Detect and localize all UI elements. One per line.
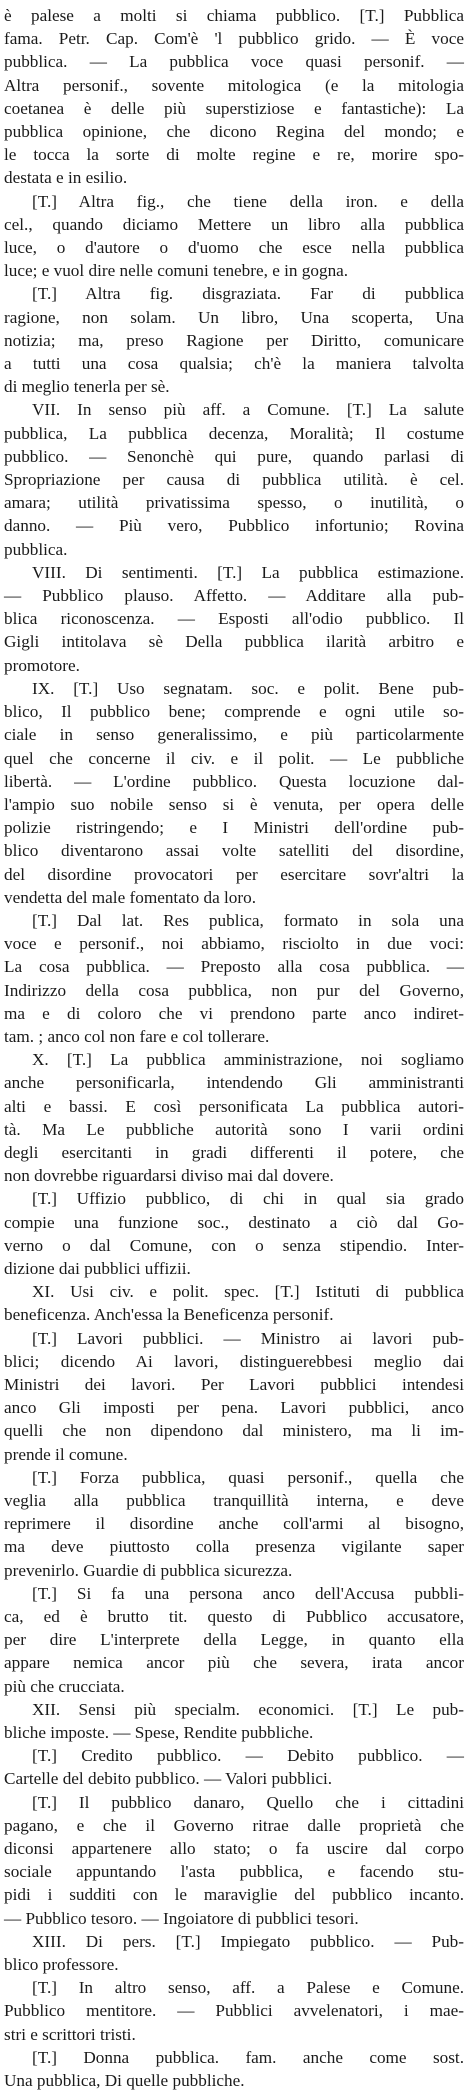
text-line: tà. Ma Le pubbliche autorità sono I varii ordini (4, 1119, 464, 1139)
text-line: [T.] Donna pubblica. fam. anche come sost. (32, 2047, 464, 2067)
text-line: dizione dai pubblici uffizii. (4, 1258, 191, 1278)
text-line: reprimere il disordine anche coll'armi al bisogno, (4, 1514, 464, 1534)
text-line: Cartelle del debito pubblico. — Valori pubblici. (4, 1769, 333, 1789)
text-line: IX. [T.] Uso segnatam. soc. e polit. Bene pub- (32, 678, 464, 698)
text-line: XI. Usi civ. e polit. spec. [T.] Istituti di pubblica (32, 1282, 464, 1302)
text-line: [T.] In altro senso, aff. a Palese e Comune. (32, 1978, 464, 1998)
text-line: pubblica opinione, che dicono Regina del mondo; e (4, 122, 464, 142)
text-line: XIII. Di pers. [T.] Impiegato pubblico. — Pub- (32, 1931, 464, 1951)
text-line: luce, o d'autore o d'uomo che esce nella pubblica (4, 238, 464, 258)
text-line: [T.] Il pubblico danaro, Quello che i cittadini (32, 1792, 464, 1812)
text-line: bliche imposte. — Spese, Rendite pubbliche. (4, 1723, 314, 1743)
text-line: Una pubblica, Di quelle pubbliche. (4, 2071, 245, 2091)
text-line: [T.] Dal lat. Res publica, formato in sola una (32, 910, 464, 930)
text-line: voce e personif., noi abbiamo, risciolto in due voci: (4, 934, 464, 954)
text-line: Gigli intitolava sè Della pubblica ilarità arbitro e (4, 632, 464, 652)
text-line: prevenirlo. Guardie di pubblica sicurezza. (4, 1560, 293, 1580)
text-line: prende il comune. (4, 1444, 128, 1464)
text-line: vendetta del male fomentato da loro. (4, 887, 256, 907)
text-line: cel., quando diciamo Mettere un libro alla pubblica (4, 214, 464, 234)
text-line: quelli che non dipendono dal ministero, ma li im- (4, 1421, 464, 1441)
text-line: ca, ed è brutto tit. questo di Pubblico accusatore, (4, 1607, 464, 1627)
text-line: — Pubblico plauso. Affetto. — Additare alla pub- (4, 586, 464, 606)
text-line: diconsi appartenere allo stato; o fa uscire dal corpo (4, 1839, 464, 1859)
text-line: VII. In senso più aff. a Comune. [T.] La salute (32, 400, 464, 420)
text-line: ragione, non solam. Un libro, Una scoperta, Una (4, 307, 464, 327)
text-line: fama. Petr. Cap. Com'è 'l pubblico grido. — È voce (4, 29, 464, 49)
text-line: X. [T.] La pubblica amministrazione, noi sogliamo (32, 1050, 464, 1070)
text-line: pubblico. — Senonchè qui pure, quando parlasi di (4, 446, 464, 466)
text-line: notizia; ma, preso Ragione per Diritto, comunicare (4, 330, 464, 350)
text-line: luce; e vuol dire nelle comuni tenebre, e in gogna. (4, 261, 349, 281)
text-line: le tocca la sorte di molte regine e re, morire spo- (4, 145, 464, 165)
text-line: polizie ristringendo; e I Ministri dell'ordine pub- (4, 818, 464, 838)
text-line: Pubblico mentitore. — Pubblici avvelenatori, i mae- (4, 2001, 464, 2021)
text-line: [T.] Si fa una persona anco dell'Accusa pubbli- (32, 1583, 464, 1603)
text-line: veglia alla pubblica tranquillità interna, e deve (4, 1491, 464, 1510)
text-line: pubblica. — La pubblica voce quasi personif. — (4, 52, 464, 72)
text-line: [T.] Lavori pubblici. — Ministro ai lavori pub- (32, 1328, 464, 1348)
text-line: degli esercitanti in gradi differenti il potere, che (4, 1142, 464, 1162)
text-line: danno. — Più vero, Pubblico infortunio; Rovina (4, 516, 464, 536)
text-line: l'ampio suo nobile senso si è venuta, per opera delle (4, 794, 464, 814)
text-line: pubblica, La pubblica decenza, Moralità; Il costume (4, 423, 464, 443)
text-line: VIII. Di sentimenti. [T.] La pubblica estimazione. (32, 562, 464, 582)
text-line: [T.] Uffizio pubblico, di chi in qual sia grado (32, 1189, 464, 1209)
text-line: pagano, e che il Governo ritrae dalle proprietà che (4, 1815, 464, 1835)
text-line: non dovrebbe riguardarsi diviso mai dal dovere. (4, 1166, 334, 1186)
text-line: blico professore. (4, 1955, 119, 1975)
text-line: di meglio tenerla per sè. (4, 377, 170, 397)
text-line: blici; dicendo Ai lavori, distinguerebbesi meglio dai (4, 1351, 464, 1371)
text-line: Ministri dei lavori. Per Lavori pubblici intendesi (4, 1374, 464, 1394)
text-line: — Pubblico tesoro. — Ingoiatore di pubblici tesori. (4, 1908, 359, 1928)
text-line: libertà. — L'ordine pubblico. Questa locuzione dal- (4, 771, 464, 791)
text-line: a tutti una cosa qualsia; ch'è la maniera talvolta (4, 354, 464, 374)
text-line: beneficenza. Anch'essa la Beneficenza personif. (4, 1305, 334, 1325)
text-line: anche personificarla, intendendo Gli amministranti (4, 1073, 464, 1093)
text-line: blico diventarono assai volte satelliti del disordine, (4, 841, 464, 861)
text-line: [T.] Forza pubblica, quasi personif., quella che (32, 1467, 464, 1487)
text-line: del disordine provocatori per esercitare sovr'altri la (4, 864, 464, 884)
text-line: [T.] Credito pubblico. — Debito pubblico. — (32, 1746, 464, 1766)
text-line: anco Gli imposti per pena. Lavori pubblici, anco (4, 1398, 464, 1418)
text-line: compie una funzione soc., destinato a ciò dal Go- (4, 1212, 464, 1232)
text-line: più che crucciata. (4, 1676, 125, 1696)
text-line: alti e bassi. E così personificata La pubblica autori- (4, 1096, 464, 1116)
text-line: promotore. (4, 655, 80, 675)
text-line: verno o dal Comune, con o senza stipendio. Inter- (4, 1235, 464, 1255)
text-line: Spropriazione per causa di pubblica utilità. è cel. (4, 470, 464, 490)
text-line: Indirizzo della cosa pubblica, non pur del Governo, (4, 980, 464, 1000)
text-line: amara; utilità privatissima spesso, o inutilità, o (4, 493, 464, 513)
text-line: Altra personif., sovente mitologica (e la mitologia (4, 75, 464, 95)
text-line: pidi i sudditi con le maraviglie del pubblico incanto. (4, 1885, 464, 1905)
text-line: ciale in senso generalissimo, e più particolarmente (4, 725, 464, 745)
text-line: ma deve piuttosto colla presenza vigilante saper (4, 1537, 464, 1557)
text-line: XII. Sensi più specialm. economici. [T.] Le pub- (32, 1699, 464, 1719)
text-line: quel che concerne il civ. e il polit. — Le pubbliche (4, 748, 464, 768)
text-line: per dire L'interprete della Legge, in quanto ella (4, 1630, 464, 1650)
text-line: blica riconoscenza. — Esposti all'odio pubblico. Il (4, 609, 464, 629)
text-line: appare nemica ancor più che severa, irata ancor (4, 1653, 464, 1673)
text-line: [T.] Altra fig. disgraziata. Far di pubblica (32, 284, 464, 304)
text-line: pubblica. (4, 539, 68, 559)
text-line: sociale appuntando l'asta pubblica, e facendo stu- (4, 1862, 464, 1882)
text-line: blico, Il pubblico bene; comprende e ogni utile so- (4, 702, 464, 722)
text-line: stri e scrittori tristi. (4, 2024, 136, 2044)
text-line: è palese a molti si chiama pubblico. [T.] Pubblica (4, 6, 464, 25)
text-line: destata e in esilio. (4, 168, 128, 188)
text-line: ma e di coloro che vi prendono parte anco indiret- (4, 1003, 464, 1023)
text-line: La cosa pubblica. — Preposto alla cosa pubblica. — (4, 957, 464, 977)
text-line: [T.] Altra fig., che tiene della iron. e della (32, 191, 464, 211)
text-line: coetanea è delle più superstiziose e fantastiche): La (4, 98, 464, 118)
text-line: tam. ; anco col non fare e col tollerare. (4, 1026, 270, 1046)
